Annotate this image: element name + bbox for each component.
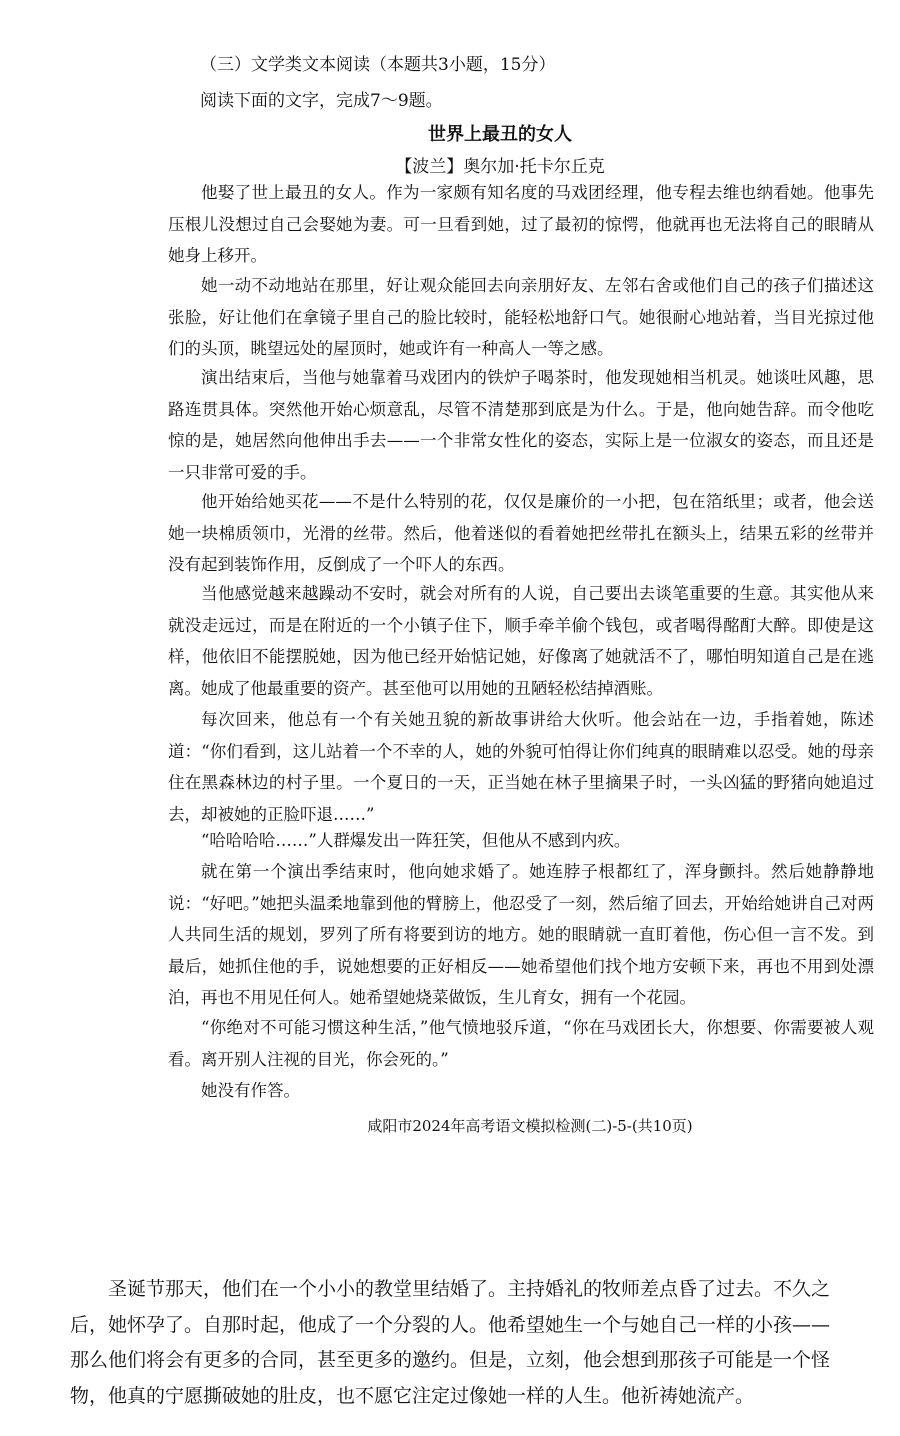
next-page-paragraph: 圣诞节那天，他们在一个小小的教堂里结婚了。主持婚礼的牧师差点昏了过去。不久之后，她怀孕了。自那时起，他成了一个分裂的人。他希望她生一个与她自己一样的小孩——那么他们将会有更多的合同，甚至更多的邀约。但是，立刻，他会想到那孩子可能是一个怪物，他真的宁愿撕破她的肚皮，也不愿它注定过像她一样的人生。他祈祷她流产。	[70, 1278, 831, 1407]
paragraph: 当他感觉越来越躁动不安时，就会对所有的人说，自己要出去谈笔重要的生意。其实他从来就没走远过，而是在附近的一个小镇子住下，顺手牵羊偷个钱包，或者喝得酩酊大醉。即使是这样，他依旧不能摆脱她，因为他已经开始惦记她，好像离了她就活不了，哪怕明知道自己是在逃离。她成了他最重要的资产。甚至他可以用她的丑陋轻松结掉酒账。	[168, 584, 874, 698]
paragraph: 就在第一个演出季结束时，他向她求婚了。她连脖子根都红了，浑身颤抖。然后她静静地说：“好吧。”她把头温柔地靠到他的臂膀上，他忍受了一刻，然后缩了回去，开始给她讲自己对两人共同生活的规划，罗列了所有将要到访的地方。她的眼睛就一直盯着他，伤心但一言不发。到最后，她抓住他的手，说她想要的正好相反——她希望他们找个地方安顿下来，再也不用到处漂泊，再也不用见任何人。她希望她烧菜做饭，生儿育女，拥有一个花园。	[168, 862, 874, 1008]
paragraph: “哈哈哈哈……”人群爆发出一阵狂笑，但他从不感到内疚。	[201, 831, 631, 850]
paragraph: 他开始给她买花——不是什么特别的花，仅仅是廉价的一小把，包在箔纸里；或者，他会送她一块棉质领巾，光滑的丝带。然后，他着迷似的看着她把丝带扎在额头上，结果五彩的丝带并没有起到装饰作用，反倒成了一个吓人的东西。	[168, 492, 874, 575]
section-header: （三）文学类文本阅读（本题共3小题，15分）	[200, 55, 556, 75]
paragraph: 他娶了世上最丑的女人。作为一家颇有知名度的马戏团经理，他专程去维也纳看她。他事先压根儿没想过自己会娶她为妻。可一旦看到她，过了最初的惊愕，他就再也无法将自己的眼睛从她身上移开。	[168, 183, 874, 266]
story-title: 世界上最丑的女人	[428, 124, 572, 145]
paragraph: “你绝对不可能习惯这种生活，”他气愤地驳斥道，“你在马戏团长大，你想要、你需要被人观看。离开别人注视的目光，你会死的。”	[168, 1018, 874, 1069]
paragraph: 演出结束后，当他与她靠着马戏团内的铁炉子喝茶时，他发现她相当机灵。她谈吐风趣，思路连贯具体。突然他开始心烦意乱，尽管不清楚那到底是为什么。于是，他向她告辞。而令他吃惊的是，她居然向他伸出手去——一个非常女性化的姿态，实际上是一位淑女的姿态，而且还是一只非常可爱的手。	[168, 368, 874, 482]
instruction: 阅读下面的文字，完成7～9题。	[200, 91, 443, 111]
author: 【波兰】奥尔加·托卡尔丘克	[395, 157, 605, 177]
paragraph: 每次回来，他总有一个有关她丑貌的新故事讲给大伙听。他会站在一边，手指着她，陈述道：“你们看到，这儿站着一个不幸的人，她的外貌可怕得让你们纯真的眼睛难以忍受。她的母亲住在黑森林边的村子里。一个夏日的一天，正当她在林子里摘果子时，一头凶猛的野猪向她追过去，却被她的正脸吓退……”	[168, 710, 874, 824]
paragraph: 她一动不动地站在那里，好让观众能回去向亲朋好友、左邻右舍或他们自己的孩子们描述这张脸，好让他们在拿镜子里自己的脸比较时，能轻松地舒口气。她很耐心地站着，当目光掠过他们的头顶，眺望远处的屋顶时，她或许有一种高人一等之感。	[168, 276, 874, 359]
paragraph: 她没有作答。	[201, 1081, 300, 1100]
page-footer: 咸阳市2024年高考语文模拟检测(二)-5-(共10页)	[367, 1117, 693, 1135]
